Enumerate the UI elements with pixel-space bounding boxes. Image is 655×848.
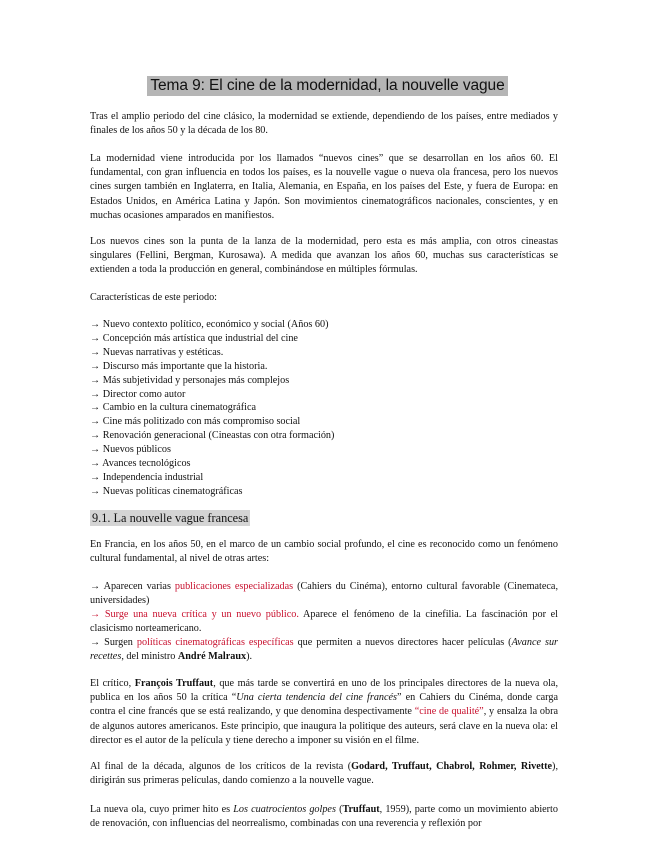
feature-item: → Director como autor <box>90 388 186 400</box>
intro-paragraph: Tras el amplio periodo del cine clásico, la modernidad se extiende, dependiendo de los países, entre mediados y finales de los años 50 y la década de los 80. <box>90 111 558 137</box>
feature-item: → Independencia industrial <box>90 471 204 483</box>
bullet-policies: → Surgen políticas cinematográficas específicas que permiten a nuevos directores hacer películas (Avance sur recettes, del ministro André Malraux). <box>90 637 558 663</box>
critics-paragraph: Al final de la década, algunos de los críticos de la revista (Godard, Truffaut, Chabrol, Rohmer, Rivette), dirigirán sus primeras películas, dando comienzo a la nouvelle vague. <box>90 761 558 787</box>
france-paragraph: En Francia, en los años 50, en el marco de un cambio social profundo, el cine es reconocido como un fenómeno cultural fundamental, al nivel de otras artes: <box>90 539 558 565</box>
section-heading-container <box>90 509 250 527</box>
new-cinemas-paragraph: Los nuevos cines son la punta de la lanza de la modernidad, pero esta es más amplia, con otros cineastas singulares (Fellini, Bergman, Kurosawa). A medida que avanzan los años 60, muchas sus características se extienden a toda la producción en general, combinándose en múltiples fórmulas. <box>90 236 558 276</box>
feature-item: → Discurso más importante que la historia. <box>90 360 268 372</box>
feature-item: → Avances tecnológicos <box>90 458 191 470</box>
feature-item: → Cambio en la cultura cinematográfica <box>90 402 257 414</box>
feature-item: → Nuevo contexto político, económico y social (Años 60) <box>90 319 329 330</box>
title-container <box>0 76 655 96</box>
page-title: Tema 9: El cine de la modernidad, la nouvelle vague <box>147 76 507 96</box>
section-heading: 9.1. La nouvelle vague francesa <box>92 511 249 525</box>
truffaut-paragraph: El crítico, François Truffaut, que más tarde se convertirá en uno de los principales directores de la nueva ola, publica en los años 50 la crítica “Una cierta tendencia del cine francés” en Cahiers du Cinéma, donde carga contra el cine francés que se está realizando, y que denomina despectivamente “cine de qualité”, y ensalza la obra de algunos autores americanos. Este principio, que inaugura la politique des auteurs, será clave en la nueva ola: el director es el autor de la película y tiene derecho a imponer su visión en el filme. <box>90 678 558 746</box>
feature-item: → Concepción más artística que industrial del cine <box>90 332 298 344</box>
feature-item: → Nuevos públicos <box>90 444 171 456</box>
feature-item: → Nuevas políticas cinematográficas <box>90 485 243 497</box>
bullet-publications: → Aparecen varias publicaciones especializadas (Cahiers du Cinéma), entorno cultural favorable (Cinemateca, universidades) <box>90 581 558 607</box>
features-list <box>90 318 558 499</box>
feature-item: → Nuevas narrativas y estéticas. <box>90 346 224 358</box>
feature-item: → Más subjetividad y personajes más complejos <box>90 374 290 386</box>
feature-item: → Cine más politizado con más compromiso social <box>90 416 301 428</box>
modernity-paragraph: La modernidad viene introducida por los llamados “nuevos cines” que se desarrollan en los años 60. El fundamental, con gran influencia en todos los países, es la nouvelle vague o nueva ola francesa, pero los nuevos cines surgen también en Inglaterra, en Italia, Alemania, en España, en los países del Este, y fuera de Europa: en Estados Unidos, en América Latina y Japón. Son movimientos cinematográficos nacionales, conscientes, y en muchas ocasiones amparados en manifiestos. <box>90 153 558 221</box>
bullet-criticism: → Surge una nueva crítica y un nuevo público. Aparece el fenómeno de la cinefilia. La fascinación por el clasicismo norteamericano. <box>90 609 558 635</box>
new-wave-paragraph: La nueva ola, cuyo primer hito es Los cuatrocientos golpes (Truffaut, 1959), parte como un movimiento abierto de renovación, con influencias del neorrealismo, combinadas con una reverencia y reflexión por <box>90 804 558 830</box>
feature-item: → Renovación generacional (Cineastas con otra formación) <box>90 430 335 442</box>
features-heading: Características de este periodo: <box>90 292 218 303</box>
